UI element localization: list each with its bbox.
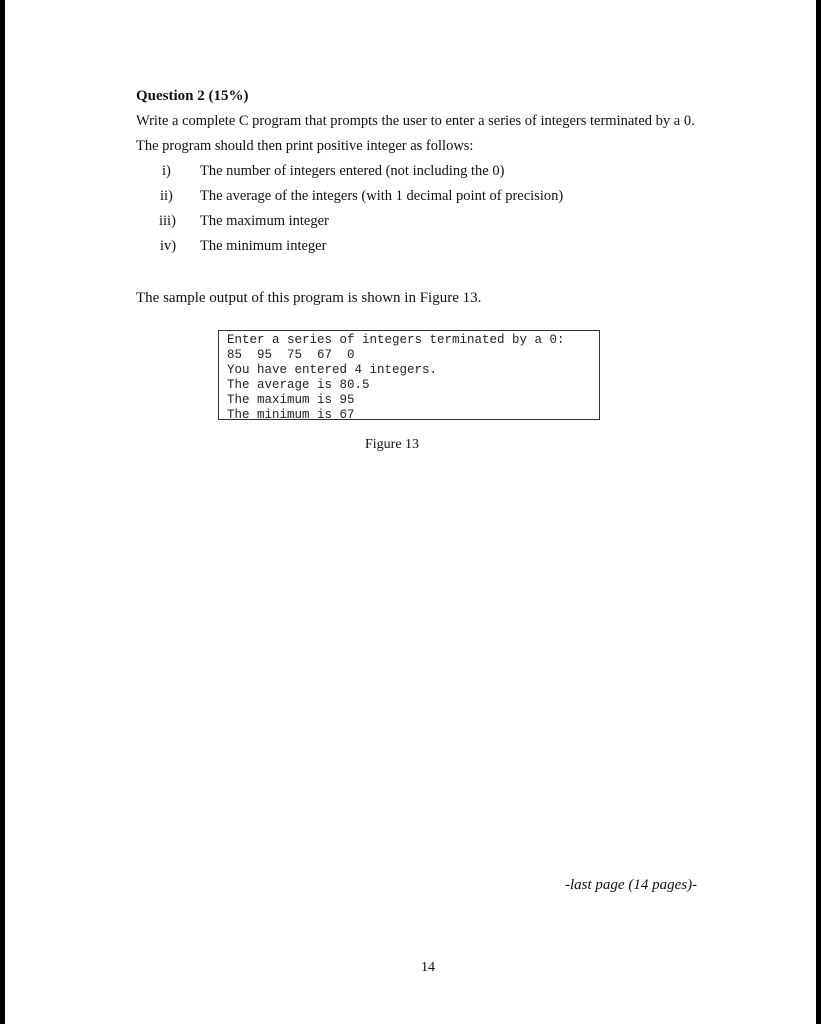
list-item-number: ii): [160, 188, 173, 204]
list-item-text: The maximum integer: [200, 213, 329, 229]
question-paragraph-1: Write a complete C program that prompts the user to enter a series of integers terminated by a 0.: [136, 113, 695, 129]
list-item-text: The number of integers entered (not including the 0): [200, 163, 505, 179]
question-paragraph-2: The program should then print positive integer as follows:: [136, 138, 474, 154]
document-page: [5, 0, 816, 1024]
list-item-text: The minimum integer: [200, 238, 327, 254]
list-item-text: The average of the integers (with 1 decimal point of precision): [200, 188, 564, 204]
sample-output-intro: The sample output of this program is shown in Figure 13.: [136, 290, 482, 306]
last-page-note: -last page (14 pages)-: [565, 877, 698, 893]
list-item-number: i): [162, 163, 171, 179]
figure-caption: Figure 13: [365, 437, 420, 452]
output-line: The minimum is 67: [227, 408, 355, 422]
sample-output-box: [218, 330, 600, 420]
output-line: The average is 80.5: [227, 378, 370, 392]
page-number: 14: [421, 960, 435, 975]
output-line: Enter a series of integers terminated by a 0:: [227, 333, 565, 347]
output-line: 85 95 75 67 0: [227, 348, 355, 362]
question-title: Question 2 (15%): [136, 88, 249, 104]
list-item-number: iii): [159, 213, 176, 229]
output-line: You have entered 4 integers.: [227, 363, 438, 377]
output-line: The maximum is 95: [227, 393, 355, 407]
list-item-number: iv): [160, 238, 177, 254]
